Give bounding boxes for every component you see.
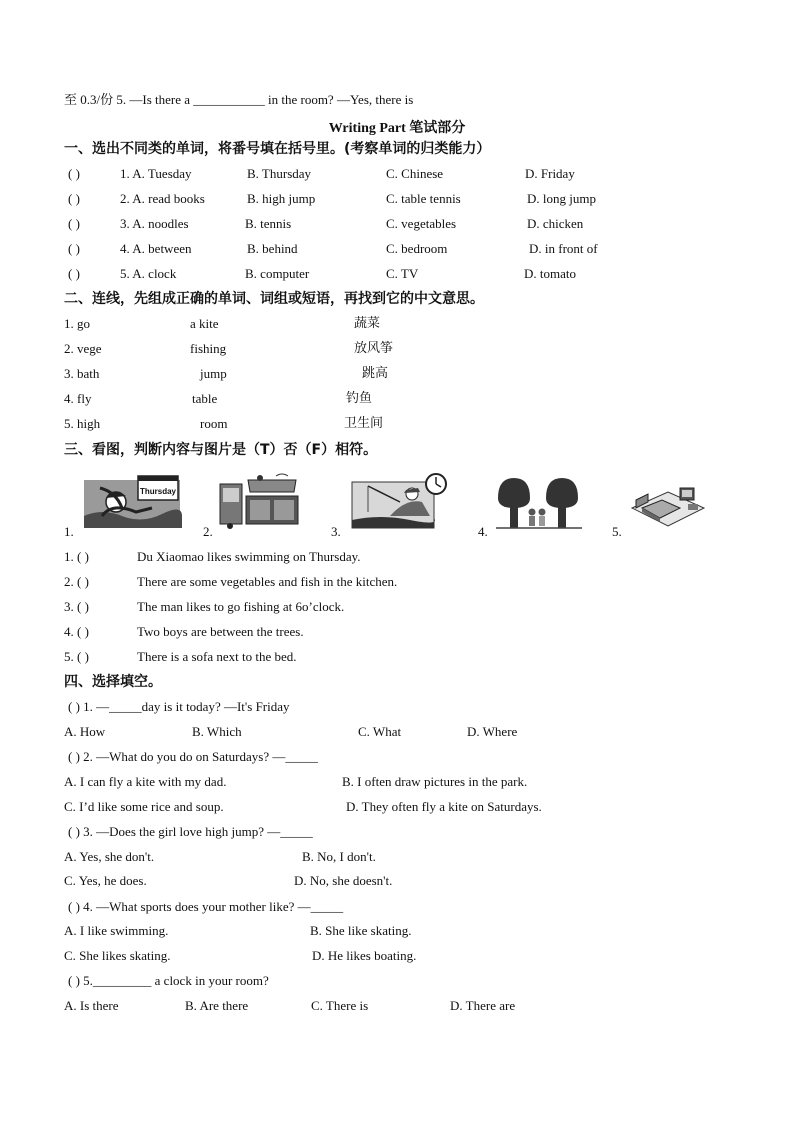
question-text: ( ) 2. —What do you do on Saturdays? —_____	[68, 749, 318, 764]
word-part[interactable]: 2. vege	[64, 341, 102, 356]
option-d[interactable]: D. He likes boating.	[312, 948, 417, 963]
statement-text: The man likes to go fishing at 6o’clock.	[137, 599, 345, 614]
option-b[interactable]: B. Are there	[185, 998, 249, 1013]
option-c[interactable]: C. She likes skating.	[64, 948, 171, 963]
answer-bracket[interactable]: 5. ( )	[64, 649, 89, 664]
word-part[interactable]: 5. high	[64, 416, 101, 431]
option-d: D. tomato	[524, 266, 576, 281]
option-b[interactable]: B. I often draw pictures in the park.	[342, 774, 528, 789]
answer-bracket[interactable]: 2. ( )	[64, 574, 89, 589]
swimming-girl-image	[82, 472, 184, 530]
answer-bracket[interactable]: ( )	[68, 241, 80, 256]
bedroom-image	[628, 478, 708, 530]
question-text: ( ) 3. —Does the girl love high jump? —_____	[68, 824, 313, 839]
picture-label: 5.	[612, 524, 622, 539]
page-title: Writing Part 笔试部分	[328, 121, 466, 136]
word-part[interactable]: fishing	[190, 341, 227, 356]
answer-bracket[interactable]: 4. ( )	[64, 624, 89, 639]
picture-label: 3.	[331, 524, 341, 539]
thursday-sign-label: Thursday	[139, 487, 177, 496]
chinese-meaning[interactable]: 放风筝	[354, 341, 394, 356]
option-c: C. vegetables	[386, 216, 457, 231]
option-a: 5. A. clock	[120, 266, 177, 281]
option-d: D. chicken	[527, 216, 584, 231]
answer-bracket[interactable]: 3. ( )	[64, 599, 89, 614]
chinese-meaning[interactable]: 钓鱼	[346, 391, 373, 406]
chinese-meaning[interactable]: 蔬菜	[354, 316, 381, 331]
section2-heading: 二、连线，先组成正确的单词、词组或短语，再找到它的中文意思。	[64, 291, 484, 307]
statement-text: There are some vegetables and fish in the kitchen.	[137, 574, 398, 589]
option-c[interactable]: C. There is	[311, 998, 369, 1013]
word-part[interactable]: 3. bath	[64, 366, 100, 381]
picture-label: 2.	[203, 524, 213, 539]
word-part[interactable]: jump	[200, 366, 227, 381]
question-text: ( ) 1. —_____day is it today? —It's Friday	[68, 699, 290, 714]
option-b[interactable]: B. She like skating.	[310, 923, 412, 938]
option-d: D. long jump	[527, 191, 596, 206]
chinese-meaning[interactable]: 卫生间	[344, 416, 384, 431]
chinese-meaning[interactable]: 跳高	[362, 366, 389, 381]
option-d[interactable]: D. Where	[467, 724, 518, 739]
option-b: B. high jump	[247, 191, 316, 206]
fishing-man-image	[350, 472, 450, 530]
option-c: C. TV	[386, 266, 419, 281]
kitchen-image	[216, 472, 304, 530]
option-a: 3. A. noodles	[120, 216, 189, 231]
option-a: 1. A. Tuesday	[120, 166, 192, 181]
option-d: D. Friday	[525, 166, 575, 181]
statement-text: Du Xiaomao likes swimming on Thursday.	[137, 549, 361, 564]
section3-heading: 三、看图，判断内容与图片是（T）否（F）相符。	[64, 442, 378, 458]
word-part[interactable]: room	[200, 416, 228, 431]
answer-bracket[interactable]: ( )	[68, 216, 80, 231]
option-c[interactable]: C. Yes, he does.	[64, 873, 147, 888]
option-b[interactable]: B. No, I don't.	[302, 849, 376, 864]
question-text: ( ) 4. —What sports does your mother like? —_____	[68, 899, 344, 914]
question-text: ( ) 5._________ a clock in your room?	[68, 973, 269, 988]
option-c: C. table tennis	[386, 191, 461, 206]
option-a[interactable]: A. Is there	[64, 998, 119, 1013]
answer-bracket[interactable]: ( )	[68, 191, 80, 206]
option-c: C. Chinese	[386, 166, 444, 181]
option-d[interactable]: D. They often fly a kite on Saturdays.	[346, 799, 542, 814]
option-d: D. in front of	[529, 241, 598, 256]
statement-text: Two boys are between the trees.	[137, 624, 304, 639]
top-question-line: 至 0.3/份 5. —Is there a ___________ in the room? —Yes, there is	[64, 92, 414, 107]
option-d[interactable]: D. No, she doesn't.	[294, 873, 393, 888]
option-b: B. tennis	[245, 216, 292, 231]
answer-bracket[interactable]: ( )	[68, 166, 80, 181]
option-c[interactable]: C. I’d like some rice and soup.	[64, 799, 224, 814]
trees-children-image	[494, 472, 584, 532]
option-c[interactable]: C. What	[358, 724, 402, 739]
option-c: C. bedroom	[386, 241, 448, 256]
statement-text: There is a sofa next to the bed.	[137, 649, 297, 664]
option-b[interactable]: B. Which	[192, 724, 242, 739]
option-b: B. behind	[247, 241, 298, 256]
answer-bracket[interactable]: 1. ( )	[64, 549, 89, 564]
option-a: 4. A. between	[120, 241, 192, 256]
section4-heading: 四、选择填空。	[64, 674, 162, 690]
section1-heading: 一、选出不同类的单词，将番号填在括号里。(考察单词的归类能力）	[64, 141, 491, 157]
picture-label: 1.	[64, 524, 74, 539]
option-a[interactable]: A. I can fly a kite with my dad.	[64, 774, 227, 789]
word-part[interactable]: 4. fly	[64, 391, 92, 406]
picture-label: 4.	[478, 524, 488, 539]
option-a[interactable]: A. How	[64, 724, 106, 739]
option-d[interactable]: D. There are	[450, 998, 516, 1013]
option-a: 2. A. read books	[120, 191, 205, 206]
option-b: B. computer	[245, 266, 310, 281]
option-b: B. Thursday	[247, 166, 312, 181]
option-a[interactable]: A. Yes, she don't.	[64, 849, 155, 864]
word-part[interactable]: table	[192, 391, 218, 406]
word-part[interactable]: a kite	[190, 316, 219, 331]
word-part[interactable]: 1. go	[64, 316, 90, 331]
answer-bracket[interactable]: ( )	[68, 266, 80, 281]
option-a[interactable]: A. I like swimming.	[64, 923, 169, 938]
